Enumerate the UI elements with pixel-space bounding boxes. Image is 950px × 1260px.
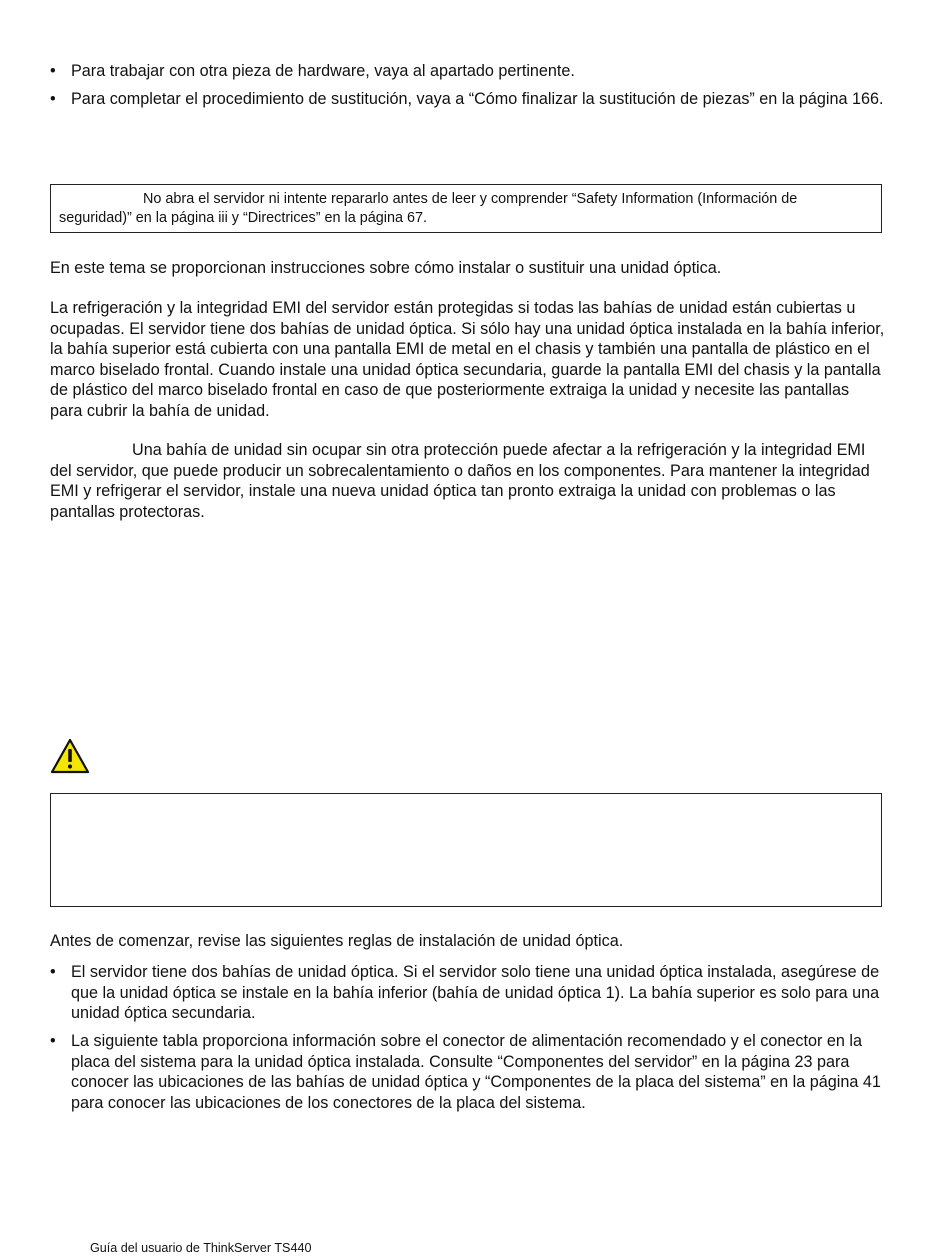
bullet-icon: • <box>50 90 56 108</box>
list-item <box>50 1031 885 1117</box>
bullet-icon: • <box>50 62 56 80</box>
bullet-icon: • <box>50 1032 56 1050</box>
list-item-text: Para trabajar con otra pieza de hardware, vaya al apartado pertinente. <box>71 62 575 80</box>
bullet-icon: • <box>50 963 56 981</box>
attention-box <box>50 184 882 233</box>
list-item-text: Para completar el procedimiento de sustitución, vaya a “Cómo finalizar la sustitución de piezas” en la página 166. <box>71 90 884 108</box>
caution-box <box>50 793 882 907</box>
note-paragraph: Una bahía de unidad sin ocupar sin otra protección puede afectar a la refrigeración y la integridad EMI del servidor, que puede producir un sobrecalentamiento o daños en los componentes. Para mantener la integridad EMI y refrigerar el servidor, instale una nueva unidad óptica tan pronto extraiga la unidad con problemas o las pantallas protectoras. <box>50 441 870 521</box>
attention-text: No abra el servidor ni intente repararlo antes de leer y comprender “Safety Information (Información de seguridad)” en la página iii y “Directrices” en la página 67. <box>59 191 798 226</box>
list-item <box>50 61 885 83</box>
list-item <box>50 962 885 1026</box>
rules-intro: Antes de comenzar, revise las siguientes reglas de instalación de unidad óptica. <box>50 932 624 950</box>
list-item <box>50 89 885 133</box>
warning-triangle-icon <box>50 738 90 774</box>
emi-paragraph: La refrigeración y la integridad EMI del servidor están protegidas si todas las bahías de unidad están cubiertas u ocupadas. El servidor tiene dos bahías de unidad óptica. Si sólo hay una unidad óptica instalada en la bahía inferior, la bahía superior está cubierta con una pantalla EMI de metal en el chasis y también una pantalla de plástico en el marco biselado frontal. Cuando instale una unidad óptica secundaria, guarde la pantalla EMI del chasis y la pantalla de plástico del marco biselado frontal en caso de que posteriormente extraiga la unidad y necesite las pantallas para cubrir la bahía de unidad. <box>50 299 885 420</box>
list-item-text: La siguiente tabla proporciona información sobre el conector de alimentación recomendado y el conector en la placa del sistema para la unidad óptica instalada. Consulte “Componentes del servidor” en la página 23 para conocer las ubicaciones de las bahías de unidad óptica y “Componentes de la placa del sistema” en la página 41 para conocer las ubicaciones de los conectores de la placa del sistema. <box>71 1032 881 1112</box>
page-footer: Guía del usuario de ThinkServer TS440 <box>90 1241 312 1255</box>
list-item-text: El servidor tiene dos bahías de unidad óptica. Si el servidor solo tiene una unidad óptica instalada, asegúrese de que la unidad óptica se instale en la bahía inferior (bahía de unidad óptica 1). La bahía superior es solo para una unidad óptica secundaria. <box>71 963 880 1023</box>
intro-paragraph: En este tema se proporcionan instrucciones sobre cómo instalar o sustituir una unidad óptica. <box>50 259 722 277</box>
